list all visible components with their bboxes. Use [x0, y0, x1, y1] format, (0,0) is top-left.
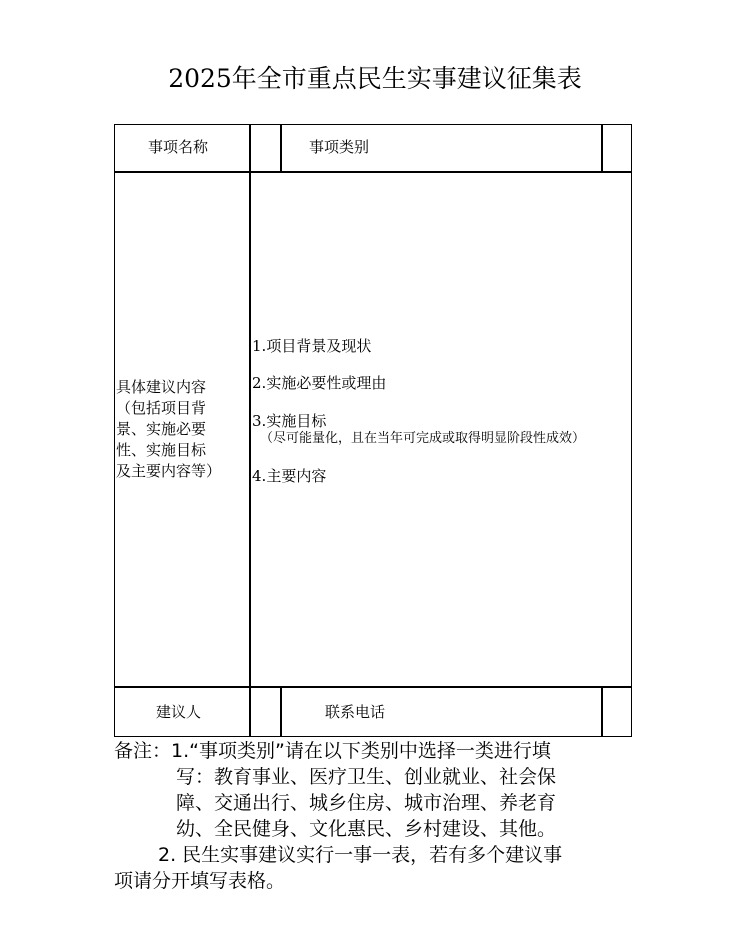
detail-label-line: （包括项目背 — [116, 399, 207, 417]
column-divider-4 — [280, 687, 282, 737]
outline-item-goals — [252, 411, 326, 431]
remarks-line: 项请分开填写表格。 — [114, 870, 286, 892]
outline-item-background — [252, 336, 371, 356]
goals-note: （尽可能量化，且在当年可完成或取得明显阶段性成效） — [260, 431, 586, 446]
outline-text: 项目背景及现状 — [266, 337, 372, 355]
outline-number: 4. — [252, 467, 267, 485]
detail-label-line: 及主要内容等） — [116, 462, 222, 480]
outline-text: 主要内容 — [266, 467, 327, 485]
remarks-section — [114, 738, 654, 894]
column-divider-3 — [601, 124, 603, 172]
outline-number: 1. — [252, 337, 267, 355]
item-category-label: 事项类别 — [309, 138, 370, 156]
outline-text: 实施必要性或理由 — [266, 374, 387, 392]
outline-item-main-content — [252, 466, 326, 486]
detail-label-line: 性、实施目标 — [116, 441, 207, 459]
column-divider-2 — [280, 124, 282, 172]
detail-label-line: 景、实施必要 — [116, 420, 207, 438]
row-divider-2 — [114, 686, 632, 688]
outline-number: 2. — [252, 374, 267, 392]
remarks-line: 幼、全民健身、文化惠民、乡村建设、其他。 — [176, 818, 557, 840]
remarks-line: 写：教育事业、医疗卫生、创业就业、社会保 — [176, 766, 557, 788]
page-title: 2025年全市重点民生实事建议征集表 — [168, 64, 582, 93]
detail-label-line: 具体建议内容 — [116, 378, 207, 396]
detail-content-label — [116, 377, 248, 482]
row-divider-1 — [114, 171, 632, 173]
remarks-line: 障、交通出行、城乡住房、城市治理、养老育 — [176, 792, 557, 814]
proposer-label: 建议人 — [156, 703, 202, 721]
phone-label: 联系电话 — [325, 703, 386, 721]
item-name-label: 事项名称 — [148, 138, 209, 156]
column-divider-1 — [249, 124, 251, 737]
outline-number: 3. — [252, 412, 267, 430]
column-divider-5 — [601, 687, 603, 737]
outline-text: 实施目标 — [266, 412, 327, 430]
remarks-line: 2. 民生实事建议实行一事一表，若有多个建议事 — [158, 844, 563, 866]
remarks-line: 备注：1.“事项类别”请在以下类别中选择一类进行填 — [114, 740, 551, 762]
outline-item-necessity — [252, 373, 386, 393]
